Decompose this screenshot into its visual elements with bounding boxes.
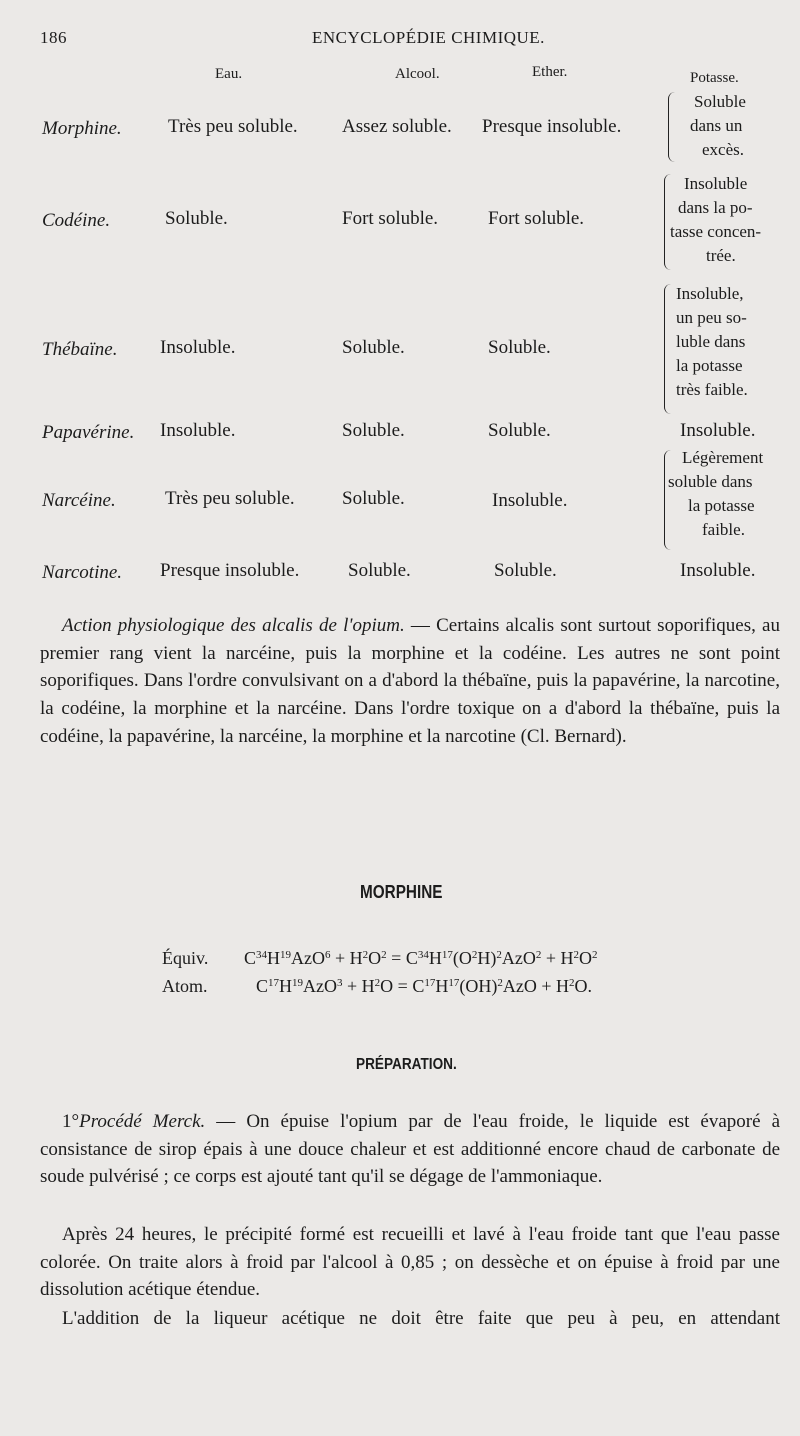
- row-name: Thébaïne.: [42, 339, 118, 360]
- potasse-line: tasse concen-: [670, 222, 762, 241]
- row-name: Codéine.: [42, 210, 111, 231]
- cell-ether: Fort soluble.: [488, 208, 585, 229]
- procede-heading: Procédé Merck.: [79, 1111, 206, 1132]
- cell-alcool: Soluble.: [348, 560, 411, 581]
- cell-ether: Soluble.: [488, 420, 551, 441]
- cell-alcool: Soluble.: [342, 337, 405, 358]
- column-header-potasse: Potasse.: [690, 70, 739, 86]
- column-header-ether: Ether.: [532, 64, 568, 80]
- page-number: 186: [40, 28, 67, 47]
- cell-eau: Très peu soluble.: [168, 116, 298, 137]
- cell-potasse: Insoluble.: [680, 560, 756, 581]
- potasse-line: luble dans: [676, 332, 746, 351]
- cell-potasse: Insoluble.: [680, 420, 756, 441]
- cell-potasse: [668, 446, 790, 542]
- cell-eau: Insoluble.: [160, 337, 236, 358]
- paragraph-2-text: Après 24 heures, le précipité formé est recueilli et lavé à l'eau froide tant que l'eau passe colorée. On traite alors à froid par l'alcool à 0,85 ; on dessèche et on épuise à froid par une dissolution acétique étendue.: [40, 1224, 780, 1301]
- section-title-morphine: MORPHINE: [360, 882, 443, 902]
- cell-eau: Presque insoluble.: [160, 560, 300, 581]
- row-name: Narcéine.: [42, 490, 116, 511]
- potasse-line: dans un: [690, 116, 743, 135]
- cell-eau: Très peu soluble.: [165, 488, 295, 509]
- potasse-line: Insoluble: [684, 174, 748, 193]
- cell-ether: Insoluble.: [492, 490, 568, 511]
- formula-atom: $C^{17}H^{19}AzO^3 + H^2O = C^{17}H^{17}(OH)^2AzO + H^2O$.: [256, 976, 592, 996]
- potasse-line: Soluble: [694, 92, 746, 111]
- cell-alcool: Soluble.: [342, 488, 405, 509]
- cell-potasse: [670, 172, 790, 268]
- paragraph-2: [40, 1221, 780, 1304]
- formula-equiv: $C^{34}H^{19}AzO^6 + H^2O^2 = C^{34}H^{17}(O^2H)^2AzO^2 + H^2O^2$: [244, 948, 598, 968]
- procede-paragraph: [40, 1108, 780, 1191]
- row-name: Morphine.: [42, 118, 122, 139]
- potasse-line: Légèrement: [682, 448, 764, 467]
- cell-alcool: Assez soluble.: [342, 116, 452, 137]
- brace: [664, 284, 671, 414]
- brace: [668, 92, 675, 162]
- procede-text: — On épuise l'opium par de l'eau froide, le liquide est évaporé à consistance de sirop épais à une douce chaleur et est additionné encore chaud de carbonate de soude pulvérisé ; ce corps est ajouté tant qu'il se dégage de l'ammoniaque.: [40, 1111, 781, 1188]
- paragraph-3: [40, 1305, 780, 1333]
- potasse-line: très faible.: [676, 380, 748, 399]
- potasse-line: Insoluble,: [676, 284, 744, 303]
- potasse-line: la potasse: [688, 496, 755, 515]
- potasse-line: la potasse: [676, 356, 743, 375]
- action-heading: Action physiologique des alcalis de l'opium.: [62, 615, 405, 636]
- potasse-line: dans la po-: [678, 198, 753, 217]
- column-header-eau: Eau.: [215, 66, 243, 82]
- paragraph-3-text: L'addition de la liqueur acétique ne doit être faite que peu à peu, en attendant: [62, 1308, 780, 1329]
- potasse-line: excès.: [702, 140, 745, 159]
- cell-potasse: [676, 282, 790, 402]
- cell-eau: Soluble.: [165, 208, 228, 229]
- cell-alcool: Soluble.: [342, 420, 405, 441]
- action-text: — Certains alcalis sont surtout soporifiques, au premier rang vient la narcéine, puis la morphine et la codéine. Les autres ne sont point soporifiques. Dans l'ordre convulsivant on a d'abord la thébaïne, puis la papavérine, la narcotine, la codéine, la morphine et la narcéine. Dans l'ordre toxique on a d'abord la thébaïne, puis la codéine, la papavérine, la narcéine, la morphine et la narcotine (Cl. Bernard).: [40, 615, 780, 747]
- procede-number: 1°: [62, 1111, 80, 1132]
- potasse-line: trée.: [706, 246, 736, 265]
- cell-ether: Soluble.: [494, 560, 557, 581]
- section-title-preparation: PRÉPARATION.: [356, 1056, 457, 1073]
- action-paragraph: [40, 612, 780, 751]
- potasse-line: un peu so-: [676, 308, 747, 327]
- potasse-line: faible.: [702, 520, 745, 539]
- column-header-alcool: Alcool.: [395, 66, 440, 82]
- cell-potasse: [690, 90, 790, 162]
- row-name: Narcotine.: [42, 562, 123, 583]
- formula-atom-label: Atom.: [162, 976, 208, 996]
- formula-equiv-label: Équiv.: [162, 948, 209, 968]
- row-name: Papavérine.: [42, 422, 135, 443]
- cell-ether: Soluble.: [488, 337, 551, 358]
- potasse-line: soluble dans: [668, 472, 753, 491]
- running-title: ENCYCLOPÉDIE CHIMIQUE.: [312, 28, 545, 47]
- cell-eau: Insoluble.: [160, 420, 236, 441]
- cell-alcool: Fort soluble.: [342, 208, 439, 229]
- cell-ether: Presque insoluble.: [482, 116, 622, 137]
